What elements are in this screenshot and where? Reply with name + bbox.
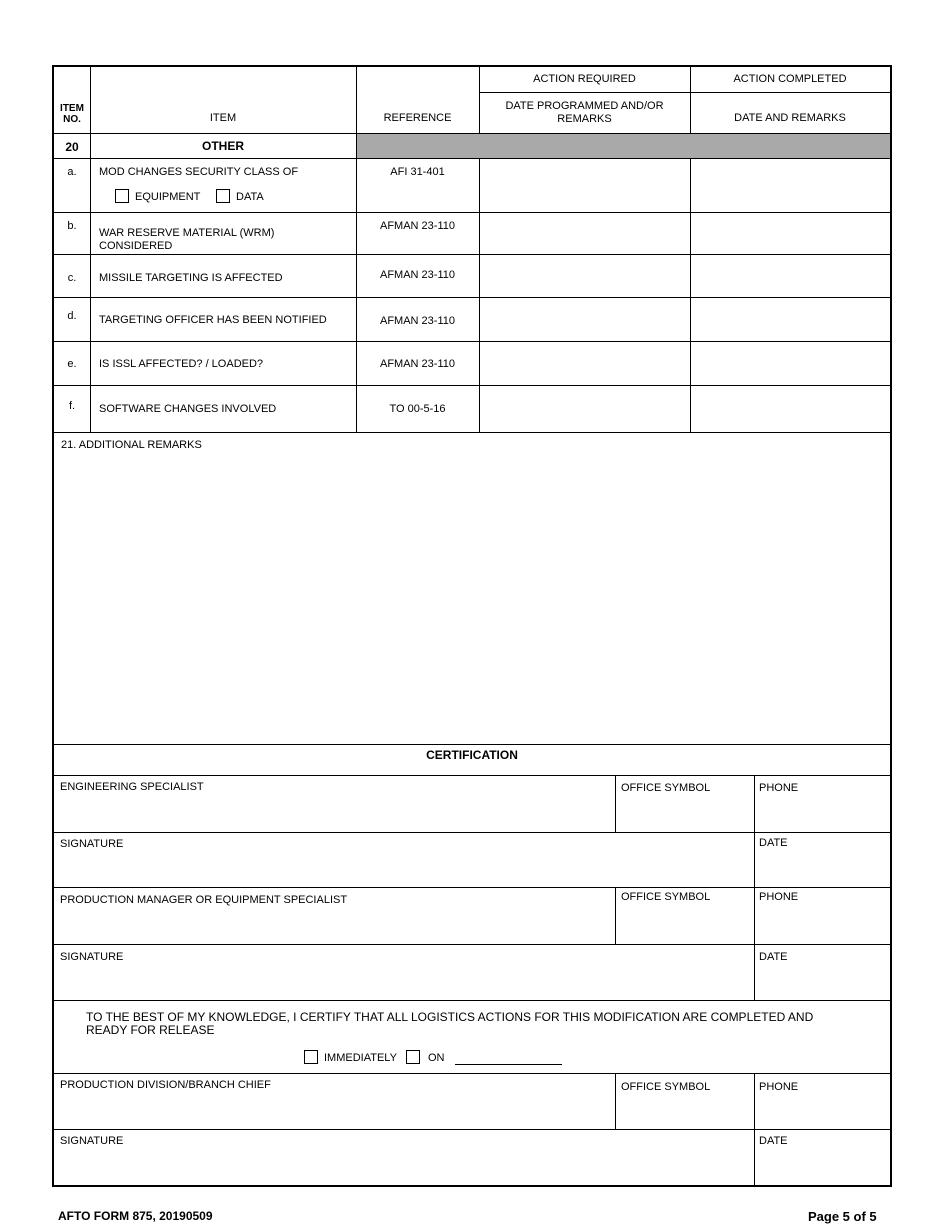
- signature-label-2: SIGNATURE: [60, 951, 124, 963]
- reference-header: REFERENCE: [383, 112, 452, 124]
- row-d-action-completed[interactable]: [691, 298, 890, 341]
- cert-line-3: [54, 944, 890, 945]
- row-e-reference: AFMAN 23-110: [380, 358, 455, 370]
- phone-label-1: PHONE: [759, 782, 799, 794]
- row-b-action-required[interactable]: [480, 213, 690, 254]
- row-b-action-completed[interactable]: [691, 213, 890, 254]
- cert-line-2: [54, 887, 890, 888]
- phone-label-3: PHONE: [759, 1081, 799, 1093]
- section-title: OTHER: [202, 139, 244, 153]
- cert-line-4: [54, 1000, 890, 1001]
- item-no-header: ITEM NO.: [60, 103, 84, 125]
- immediately-label: IMMEDIATELY: [324, 1052, 397, 1064]
- cert-line-6: [54, 1129, 890, 1130]
- action-required-header: ACTION REQUIRED: [533, 73, 636, 85]
- action-completed-header: ACTION COMPLETED: [733, 73, 847, 85]
- row-e-action-completed[interactable]: [691, 342, 890, 385]
- row-c-item: MISSILE TARGETING IS AFFECTED: [99, 272, 283, 284]
- row-f-reference: TO 00-5-16: [389, 403, 446, 415]
- office-symbol-field-3[interactable]: [616, 1093, 754, 1129]
- row-b-reference: AFMAN 23-110: [380, 220, 455, 232]
- row-d-item: TARGETING OFFICER HAS BEEN NOTIFIED: [99, 314, 327, 326]
- cert-title-line: [54, 775, 890, 776]
- office-symbol-label-3: OFFICE SYMBOL: [621, 1081, 711, 1093]
- engineering-specialist-label: ENGINEERING SPECIALIST: [60, 781, 204, 793]
- row-e-action-required[interactable]: [480, 342, 690, 385]
- on-date-underline: [455, 1064, 562, 1065]
- signature-field-2[interactable]: [54, 965, 754, 1000]
- row-f-action-required[interactable]: [480, 386, 690, 432]
- date-label-1: DATE: [759, 837, 788, 849]
- cert-line-5: [54, 1073, 890, 1074]
- row-d-action-required[interactable]: [480, 298, 690, 341]
- date-label-3: DATE: [759, 1135, 788, 1147]
- header-mid-line: [479, 92, 890, 93]
- remarks-field[interactable]: [54, 455, 890, 744]
- equipment-label: EQUIPMENT: [135, 191, 201, 203]
- row-a-reference: AFI 31-401: [390, 166, 445, 178]
- phone-field-2[interactable]: [755, 907, 890, 944]
- row-a-action-completed[interactable]: [691, 159, 890, 212]
- data-label: DATA: [236, 191, 264, 203]
- office-symbol-field-1[interactable]: [616, 795, 754, 832]
- on-label: ON: [428, 1052, 445, 1064]
- signature-field-1[interactable]: [54, 851, 754, 887]
- engineering-specialist-field[interactable]: [54, 795, 615, 832]
- signature-label-3: SIGNATURE: [60, 1135, 124, 1147]
- branch-chief-label: PRODUCTION DIVISION/BRANCH CHIEF: [60, 1079, 271, 1091]
- branch-chief-field[interactable]: [54, 1093, 615, 1129]
- phone-field-3[interactable]: [755, 1093, 890, 1129]
- form-id: AFTO FORM 875, 20190509: [58, 1209, 213, 1223]
- immediately-checkbox[interactable]: [304, 1050, 318, 1064]
- certify-statement: TO THE BEST OF MY KNOWLEDGE, I CERTIFY THAT ALL LOGISTICS ACTIONS FOR THIS MODIFICATION ARE COMPLETED AND READY FOR RELEASE: [86, 1010, 814, 1037]
- row-b-letter: b.: [67, 220, 77, 232]
- row-d-letter: d.: [67, 310, 77, 322]
- item-header: ITEM: [209, 112, 237, 124]
- office-symbol-label-2: OFFICE SYMBOL: [621, 891, 711, 903]
- phone-field-1[interactable]: [755, 795, 890, 832]
- certification-title: CERTIFICATION: [426, 748, 518, 762]
- page-number: Page 5 of 5: [808, 1209, 877, 1224]
- date-field-2[interactable]: [755, 965, 890, 1000]
- row-c-action-completed[interactable]: [691, 255, 890, 297]
- section-number: 20: [65, 140, 79, 154]
- row-line-f: [54, 432, 890, 433]
- row-a-item: MOD CHANGES SECURITY CLASS OF: [99, 166, 299, 178]
- row-d-reference: AFMAN 23-110: [380, 315, 455, 327]
- row-c-reference: AFMAN 23-110: [380, 269, 455, 281]
- data-checkbox[interactable]: [216, 189, 230, 203]
- row-a-letter: a.: [67, 166, 77, 178]
- remarks-bottom-line: [54, 744, 890, 745]
- office-symbol-field-2[interactable]: [616, 907, 754, 944]
- remarks-label: 21. ADDITIONAL REMARKS: [61, 439, 202, 451]
- row-c-action-required[interactable]: [480, 255, 690, 297]
- production-manager-field[interactable]: [54, 907, 615, 944]
- office-symbol-label-1: OFFICE SYMBOL: [621, 782, 711, 794]
- signature-label-1: SIGNATURE: [60, 838, 124, 850]
- row-e-letter: e.: [67, 358, 77, 370]
- date-field-1[interactable]: [755, 851, 890, 887]
- date-field-3[interactable]: [755, 1149, 890, 1187]
- on-date-field[interactable]: [455, 1049, 562, 1064]
- date-label-2: DATE: [759, 951, 788, 963]
- cert-line-1: [54, 832, 890, 833]
- production-manager-label: PRODUCTION MANAGER OR EQUIPMENT SPECIALIST: [60, 894, 348, 906]
- equipment-checkbox[interactable]: [115, 189, 129, 203]
- date-remarks-header: DATE AND REMARKS: [734, 112, 846, 124]
- phone-label-2: PHONE: [759, 891, 799, 903]
- date-programmed-header: DATE PROGRAMMED AND/OR REMARKS: [505, 100, 664, 125]
- row-f-letter: f.: [68, 400, 76, 412]
- row-f-item: SOFTWARE CHANGES INVOLVED: [99, 403, 277, 415]
- row-f-action-completed[interactable]: [691, 386, 890, 432]
- section-shading: [357, 134, 890, 158]
- row-c-letter: c.: [67, 272, 77, 284]
- row-e-item: IS ISSL AFFECTED? / LOADED?: [99, 358, 264, 370]
- row-a-action-required[interactable]: [480, 159, 690, 212]
- form-page: [52, 65, 892, 1187]
- on-checkbox[interactable]: [406, 1050, 420, 1064]
- signature-field-3[interactable]: [54, 1149, 754, 1187]
- row-b-item: WAR RESERVE MATERIAL (WRM) CONSIDERED: [99, 227, 275, 252]
